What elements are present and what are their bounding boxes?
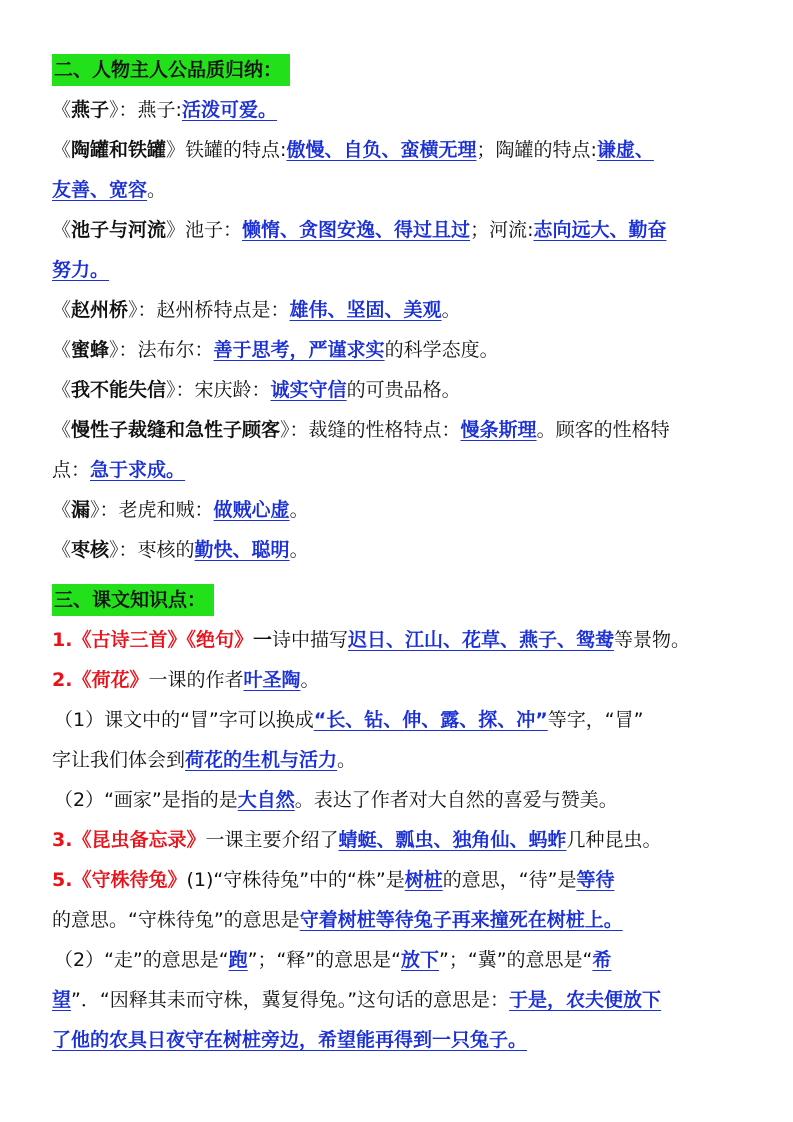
text-line <box>52 450 752 490</box>
text-line <box>52 780 752 820</box>
lesson-title: 池子与河流 <box>71 219 167 241</box>
text: 》：赵州桥特点是： <box>128 299 290 321</box>
lesson-title-red: 1.《古诗三首》《绝句》 <box>52 629 253 651</box>
text: 《 <box>52 99 72 121</box>
answer: 谦虚、 <box>596 139 654 161</box>
text-line <box>52 410 752 450</box>
answer: 努力。 <box>52 259 110 281</box>
text: 《 <box>52 299 72 321</box>
text: 》：老虎和贼： <box>90 499 214 521</box>
text: 的科学态度。 <box>384 339 499 361</box>
text: 》：宋庆龄： <box>166 379 271 401</box>
text-line <box>52 210 752 250</box>
text-line <box>52 980 752 1020</box>
text: 点： <box>52 459 91 481</box>
text-line <box>52 820 752 860</box>
text-line <box>52 130 752 170</box>
text-line <box>52 900 752 940</box>
text: 。顾客的性格特 <box>536 419 670 441</box>
text-line <box>52 90 752 130</box>
text-line <box>52 290 752 330</box>
answer: 懒惰、贪图安逸、得过且过 <box>242 219 471 241</box>
text: 。 <box>300 669 320 691</box>
text: 《 <box>52 419 72 441</box>
text: 一 <box>252 629 272 651</box>
text: 的可贵品格。 <box>346 379 461 401</box>
text-line <box>52 530 752 570</box>
text: 。 <box>147 179 167 201</box>
text-line <box>52 370 752 410</box>
text: ；陶罐的特点: <box>476 139 597 161</box>
answer: 善于思考，严谨求实 <box>213 339 385 361</box>
text: 》：法布尔： <box>109 339 214 361</box>
text: 《 <box>52 219 72 241</box>
text: 《 <box>52 139 72 161</box>
answer: 慢条斯理 <box>460 419 537 441</box>
text: 。 <box>289 539 309 561</box>
text: 诗中描写 <box>271 629 348 651</box>
lesson-title-red: 2.《荷花》 <box>52 669 149 691</box>
answer: 荷花的生机与活力 <box>185 749 338 771</box>
section-title-highlight: 二、人物主人公品质归纳： <box>52 54 290 86</box>
answer: 急于求成。 <box>90 459 186 481</box>
text: ；河流: <box>470 219 534 241</box>
text: 》：裁缝的性格特点： <box>280 419 461 441</box>
text: 字让我们体会到 <box>52 749 186 771</box>
text: 一课主要介绍了 <box>205 829 339 851</box>
text-line <box>52 860 752 900</box>
text: 。 <box>441 299 461 321</box>
answer: 望 <box>52 989 72 1011</box>
text: 。 <box>289 499 309 521</box>
lesson-title: 蜜蜂 <box>71 339 110 361</box>
text-line <box>52 1020 752 1060</box>
text: 》：枣核的 <box>109 539 195 561</box>
section-heading-3 <box>52 580 752 620</box>
text: 几种昆虫。 <box>566 829 662 851</box>
answer: 活泼可爱。 <box>181 99 277 121</box>
answer: 傲慢、自负、蛮横无理 <box>286 139 477 161</box>
text: 《 <box>52 499 72 521</box>
lesson-title-red: 5.《守株待兔》 <box>52 869 187 891</box>
text: 《 <box>52 539 72 561</box>
text-line <box>52 620 752 660</box>
lesson-title: 慢性子裁缝和急性子顾客 <box>71 419 281 441</box>
answer: 蜻蜓、瓢虫、独角仙、蚂蚱 <box>338 829 567 851</box>
answer: 跑 <box>228 949 248 971</box>
text-line <box>52 940 752 980</box>
lesson-title: 燕子 <box>71 99 110 121</box>
text-line <box>52 250 752 290</box>
answer: 放下 <box>401 949 440 971</box>
answer: 叶圣陶 <box>243 669 301 691</box>
text: 的意思，“待”是 <box>442 869 577 891</box>
lesson-title: 赵州桥 <box>71 299 129 321</box>
answer: 诚实守信 <box>270 379 347 401</box>
text: ”．“因释其耒而守株，冀复得兔。”这句话的意思是： <box>71 989 510 1011</box>
text-line <box>52 700 752 740</box>
answer: 等待 <box>576 869 615 891</box>
lesson-title: 陶罐和铁罐 <box>71 139 167 161</box>
answer: 了他的农具日夜守在树桩旁边，希望能再得到一只兔子。 <box>52 1029 528 1051</box>
text-line <box>52 490 752 530</box>
text: 。表达了作者对大自然的喜爱与赞美。 <box>294 789 618 811</box>
answer: 勤快、聪明 <box>194 539 290 561</box>
answer: 于是，农夫便放下 <box>509 989 662 1011</box>
text: ”；“释”的意思是“ <box>247 949 402 971</box>
text: 。 <box>337 749 357 771</box>
text: 等字，“冒” <box>547 709 644 731</box>
lesson-title: 我不能失信 <box>71 379 167 401</box>
text: 的意思。“守株待兔”的意思是 <box>52 909 300 931</box>
text: 》池子： <box>166 219 243 241</box>
text: （2）“走”的意思是“ <box>54 949 229 971</box>
text: 》铁罐的特点: <box>166 139 287 161</box>
text: 一课的作者 <box>148 669 244 691</box>
section-heading-2 <box>52 50 752 90</box>
document-page <box>52 50 752 1060</box>
spacer <box>52 570 752 580</box>
text: （1）课文中的“冒”字可以换成 <box>54 709 314 731</box>
answer: 守着树桩等待兔子再来撞死在树桩上。 <box>299 909 623 931</box>
answer: 志向远大、勤奋 <box>533 219 667 241</box>
lesson-title: 漏 <box>71 499 91 521</box>
text-line <box>52 740 752 780</box>
text: ”；“冀”的意思是“ <box>439 949 593 971</box>
text-line <box>52 330 752 370</box>
text: 《 <box>52 379 72 401</box>
section-title-highlight: 三、课文知识点： <box>52 584 214 616</box>
text: 等景物。 <box>614 629 691 651</box>
text-line <box>52 170 752 210</box>
text: 》：燕子: <box>109 99 182 121</box>
text: （2）“画家”是指的是 <box>54 789 238 811</box>
answer: 树桩 <box>404 869 443 891</box>
lesson-title-red: 3.《昆虫备忘录》 <box>52 829 206 851</box>
text-line <box>52 660 752 700</box>
answer: 做贼心虚 <box>213 499 290 521</box>
answer: 希 <box>592 949 612 971</box>
answer: 大自然 <box>237 789 295 811</box>
answer: 友善、宽容 <box>52 179 148 201</box>
lesson-title: 枣核 <box>71 539 110 561</box>
answer: “长、钻、伸、露、探、冲” <box>313 709 548 731</box>
text: 《 <box>52 339 72 361</box>
answer: 迟日、江山、花草、燕子、鸳鸯 <box>347 629 614 651</box>
text: (1)“守株待兔”中的“株”是 <box>186 869 405 891</box>
answer: 雄伟、坚固、美观 <box>289 299 442 321</box>
